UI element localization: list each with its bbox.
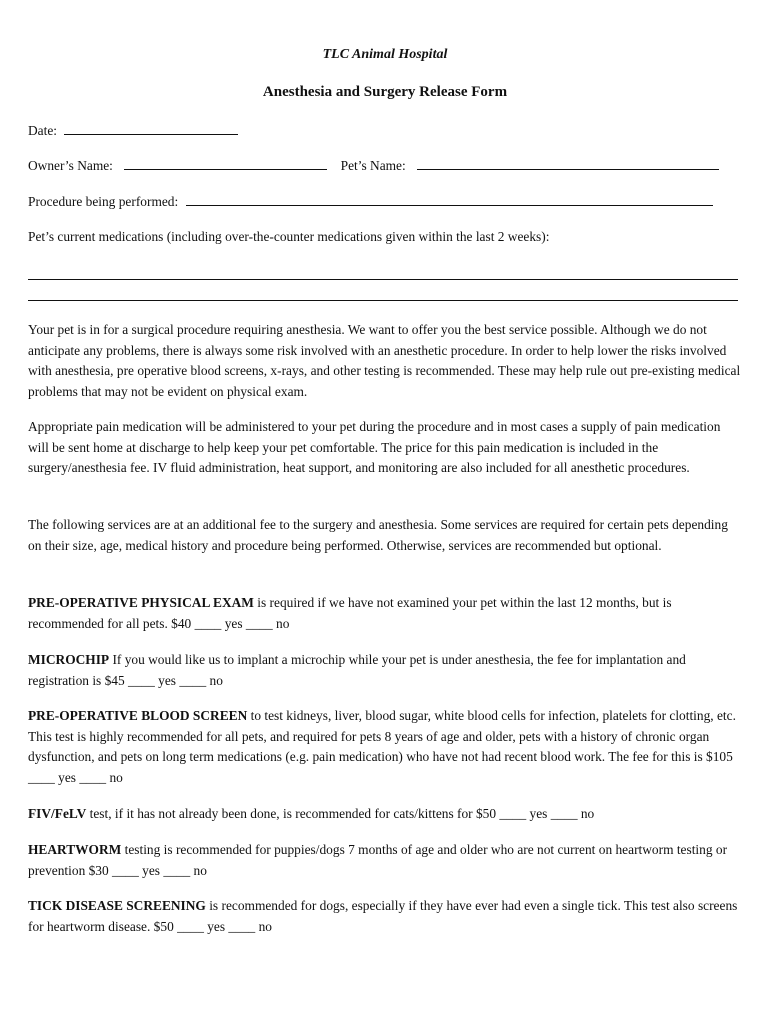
procedure-blank[interactable] [186, 193, 713, 206]
intro-paragraph-risks [28, 320, 744, 402]
hospital-name: TLC Animal Hospital [322, 47, 448, 62]
service-text: If you would like us to implant a microchip while your pet is under anesthesia, the fee for implantation and registration is $45 ____ yes ____ no [28, 652, 686, 688]
service-heartworm [28, 840, 744, 881]
service-tick-disease [28, 896, 744, 937]
service-name: HEARTWORM [28, 842, 122, 857]
service-name: PRE-OPERATIVE BLOOD SCREEN [28, 708, 248, 723]
service-text: test, if it has not already been done, is recommended for cats/kittens for $50 ____ yes ____ no [86, 806, 595, 821]
medications-line-1[interactable] [28, 279, 738, 280]
medications-label: Pet’s current medications (including over-the-counter medications given within the last 2 weeks): [28, 229, 550, 244]
date-label: Date: [28, 123, 57, 138]
service-text: to test kidneys, liver, blood sugar, white blood cells for infection, platelets for clotting, etc. This test is highly recommended for all pets, and required for pets 8 years of age and older, pets with a history of chronic organ dysfunction, and pets on long term medications (e.g. pain medication) who have not had recent blood work. The fee for this is $105 ____ yes ____ no [28, 708, 736, 785]
date-blank[interactable] [64, 122, 238, 135]
pet-name-blank[interactable] [417, 157, 719, 170]
intro-paragraph-fees [28, 515, 744, 556]
form-title: Anesthesia and Surgery Release Form [262, 84, 508, 100]
service-name: FIV/FeLV [28, 806, 87, 821]
service-text: testing is recommended for puppies/dogs 7 months of age and older who are not current on heartworm testing or prevention $30 ____ yes ____ no [28, 842, 728, 878]
service-name: TICK DISEASE SCREENING [28, 898, 206, 913]
intro-text-3: The following services are at an additional fee to the surgery and anesthesia. Some services are required for certain pets depending on their size, age, medical history and procedure being performed. Otherwise, services are recommended but optional. [28, 517, 728, 553]
service-text: is recommended for dogs, especially if they have ever had even a single tick. This test also screens for heartworm disease. $50 ____ yes ____ no [28, 898, 738, 934]
service-fiv-felv [28, 804, 744, 825]
service-name: PRE-OPERATIVE PHYSICAL EXAM [28, 595, 254, 610]
service-microchip [28, 650, 744, 691]
service-blood-screen [28, 706, 744, 788]
intro-text-2: Appropriate pain medication will be administered to your pet during the procedure and in most cases a supply of pain medication will be sent home at discharge to help keep your pet comfortable. The price for this pain medication is included in the surgery/anesthesia fee. IV fluid administration, heat support, and monitoring are also included for all anesthetic procedures. [28, 419, 721, 476]
service-physical-exam [28, 593, 744, 634]
owner-name-label: Owner’s Name: [28, 158, 113, 173]
date-field [28, 122, 238, 139]
procedure-field [28, 193, 713, 210]
intro-text-1: Your pet is in for a surgical procedure requiring anesthesia. We want to offer you the best service possible. Although we do not anticipate any problems, there is always some risk involved with an anesthetic procedure. In order to help lower the risks involved with anesthesia, pre operative blood screens, x-rays, and other testing is recommended. These may help rule out pre-existing medical problems that may not be evident on physical exam. [28, 322, 741, 399]
procedure-label: Procedure being performed: [28, 194, 179, 209]
intro-paragraph-pain [28, 417, 744, 479]
service-name: MICROCHIP [28, 652, 110, 667]
pet-name-label: Pet’s Name: [340, 158, 406, 173]
medications-line-2[interactable] [28, 300, 738, 301]
service-text: is required if we have not examined your pet within the last 12 months, but is recommended for all pets. $40 ____ yes ____ no [28, 595, 672, 631]
owner-pet-field [28, 157, 719, 174]
owner-name-blank[interactable] [124, 157, 327, 170]
